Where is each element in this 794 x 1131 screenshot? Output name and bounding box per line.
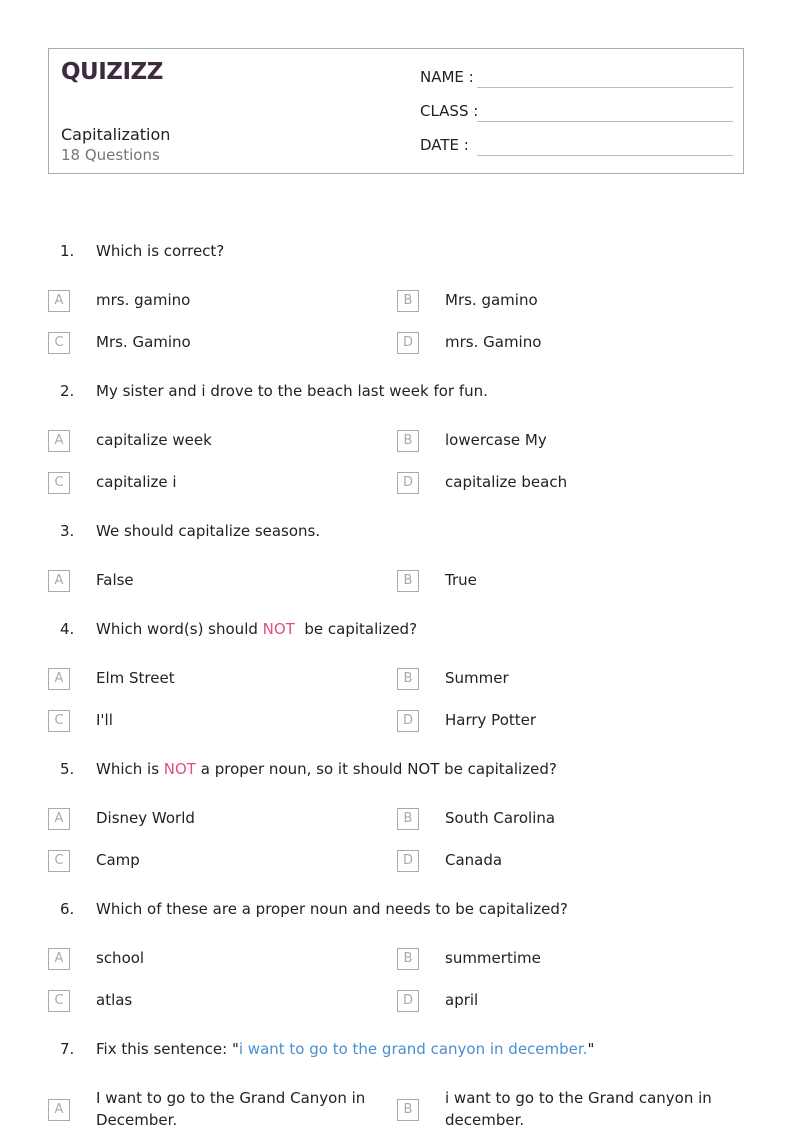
option-text: capitalize beach — [445, 473, 568, 491]
option-text: Elm Street — [96, 669, 175, 687]
option-text: False — [96, 571, 134, 589]
option-text: Harry Potter — [445, 711, 537, 729]
option-text: Canada — [445, 851, 503, 869]
class-label: CLASS : — [420, 102, 479, 120]
question-text: Which of these are a proper noun and needs to be capitalized? — [96, 900, 568, 918]
option-letter-box: B — [397, 948, 419, 970]
option-letter-box: A — [48, 290, 70, 312]
option-letter-box: D — [397, 332, 419, 354]
option-letter-box: D — [397, 990, 419, 1012]
option-letter-box: C — [48, 990, 70, 1012]
option-letter-box: B — [397, 290, 419, 312]
question-text-before: Which word(s) should — [96, 620, 263, 638]
question-text-before: Which is — [96, 760, 164, 778]
question-number: 2. — [60, 382, 75, 400]
option-text: atlas — [96, 991, 133, 1009]
date-line — [477, 155, 733, 156]
option-letter-box: A — [48, 570, 70, 592]
question-text-after: " — [587, 1040, 595, 1058]
option-text: I'll — [96, 711, 113, 729]
option-letter-box: C — [48, 332, 70, 354]
question-text-after: a proper noun, so it should NOT be capitalized? — [195, 760, 557, 778]
option-text: Mrs. Gamino — [96, 333, 191, 351]
option-text: lowercase My — [445, 431, 547, 449]
question-number: 5. — [60, 760, 75, 778]
question-number: 3. — [60, 522, 75, 540]
question-text-highlight: NOT — [163, 760, 196, 778]
question-text — [96, 760, 557, 778]
option-text: summertime — [445, 949, 541, 967]
worksheet-header — [48, 48, 744, 174]
option-letter-box: B — [397, 1099, 419, 1121]
option-text: South Carolina — [445, 809, 556, 827]
option-letter-box: A — [48, 430, 70, 452]
question-count: 18 Questions — [61, 146, 160, 164]
option-letter-box: B — [397, 808, 419, 830]
option-letter-box: B — [397, 570, 419, 592]
option-letter-box: D — [397, 472, 419, 494]
option-letter-box: C — [48, 472, 70, 494]
name-line — [477, 87, 733, 88]
option-text: Mrs. gamino — [445, 291, 538, 309]
option-text: True — [445, 571, 477, 589]
option-text: Summer — [445, 669, 509, 687]
option-text: school — [96, 949, 145, 967]
name-label: NAME : — [420, 68, 474, 86]
question-text-highlight: NOT — [262, 620, 295, 638]
option-text: Camp — [96, 851, 140, 869]
option-text: capitalize week — [96, 431, 212, 449]
option-letter-box: C — [48, 850, 70, 872]
question-text — [96, 620, 417, 638]
option-letter-box: A — [48, 808, 70, 830]
option-text: mrs. gamino — [96, 291, 191, 309]
option-letter-box: A — [48, 948, 70, 970]
class-line — [477, 121, 733, 122]
question-number: 1. — [60, 242, 75, 260]
option-text: april — [445, 991, 479, 1009]
option-letter-box: B — [397, 430, 419, 452]
option-letter-box: A — [48, 668, 70, 690]
question-text-after: be capitalized? — [294, 620, 418, 638]
worksheet-title: Capitalization — [61, 125, 171, 144]
option-text: I want to go to the Grand Canyon in December. — [96, 1089, 366, 1129]
option-text: Disney World — [96, 809, 195, 827]
option-letter-box: A — [48, 1099, 70, 1121]
question-number: 7. — [60, 1040, 75, 1058]
question-text: My sister and i drove to the beach last week for fun. — [96, 382, 488, 400]
quizizz-logo: QUIZIZZ — [61, 59, 163, 85]
option-letter-box: D — [397, 710, 419, 732]
question-text: We should capitalize seasons. — [96, 522, 321, 540]
option-letter-box: D — [397, 850, 419, 872]
question-text-before: Fix this sentence: " — [96, 1040, 239, 1058]
option-text: i want to go to the Grand canyon in december. — [445, 1089, 712, 1129]
option-text: capitalize i — [96, 473, 177, 491]
option-letter-box: B — [397, 668, 419, 690]
question-text — [96, 1040, 594, 1058]
option-letter-box: C — [48, 710, 70, 732]
question-number: 4. — [60, 620, 75, 638]
date-label: DATE : — [420, 136, 469, 154]
question-number: 6. — [60, 900, 75, 918]
question-text-highlight: i want to go to the grand canyon in december. — [238, 1040, 588, 1058]
option-text: mrs. Gamino — [445, 333, 542, 351]
question-text: Which is correct? — [96, 242, 225, 260]
